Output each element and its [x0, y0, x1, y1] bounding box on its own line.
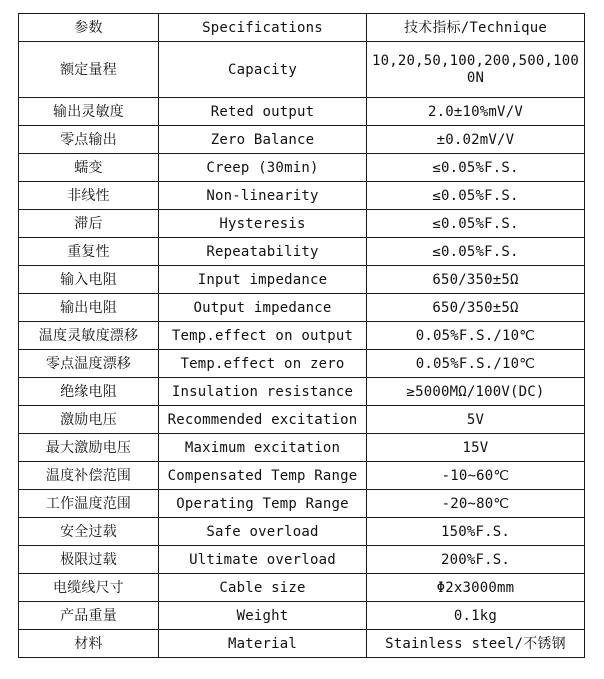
param-value: 650/350±5Ω: [367, 266, 585, 294]
table-row: [19, 210, 585, 238]
table-row: [19, 546, 585, 574]
table-row: [19, 462, 585, 490]
specifications-table: [18, 13, 585, 658]
param-cn: 额定量程: [19, 42, 159, 98]
param-value: 5V: [367, 406, 585, 434]
param-cn: 极限过载: [19, 546, 159, 574]
param-cn: 零点温度漂移: [19, 350, 159, 378]
table-row: [19, 490, 585, 518]
param-value: -20~80℃: [367, 490, 585, 518]
param-en: Input impedance: [159, 266, 367, 294]
table-row: [19, 602, 585, 630]
param-value: ≤0.05%F.S.: [367, 238, 585, 266]
param-value: ≤0.05%F.S.: [367, 154, 585, 182]
param-en: Insulation resistance: [159, 378, 367, 406]
table-row: [19, 42, 585, 98]
param-cn: 绝缘电阻: [19, 378, 159, 406]
table-row: [19, 350, 585, 378]
param-cn: 滞后: [19, 210, 159, 238]
param-value: Stainless steel/不锈钢: [367, 630, 585, 658]
table-row: [19, 98, 585, 126]
param-value: Φ2x3000mm: [367, 574, 585, 602]
table-row: [19, 574, 585, 602]
param-cn: 输出电阻: [19, 294, 159, 322]
param-en: Capacity: [159, 42, 367, 98]
param-value: 0.05%F.S./10℃: [367, 322, 585, 350]
table-row: [19, 322, 585, 350]
header-spec: Specifications: [159, 14, 367, 42]
param-value: 0.05%F.S./10℃: [367, 350, 585, 378]
table-row: [19, 266, 585, 294]
table-header-row: [19, 14, 585, 42]
param-value: 10,20,50,100,200,500,1000N: [367, 42, 585, 98]
param-cn: 材料: [19, 630, 159, 658]
param-cn: 重复性: [19, 238, 159, 266]
param-en: Safe overload: [159, 518, 367, 546]
table-row: [19, 378, 585, 406]
param-cn: 温度补偿范围: [19, 462, 159, 490]
param-en: Compensated Temp Range: [159, 462, 367, 490]
table-row: [19, 154, 585, 182]
table-row: [19, 518, 585, 546]
param-value: ≤0.05%F.S.: [367, 182, 585, 210]
param-cn: 安全过载: [19, 518, 159, 546]
header-param: 参数: [19, 14, 159, 42]
header-tech: 技术指标/Technique: [367, 14, 585, 42]
table-row: [19, 434, 585, 462]
param-value: 2.0±10%mV/V: [367, 98, 585, 126]
table-row: [19, 182, 585, 210]
param-cn: 工作温度范围: [19, 490, 159, 518]
param-cn: 零点输出: [19, 126, 159, 154]
param-cn: 最大激励电压: [19, 434, 159, 462]
param-cn: 蠕变: [19, 154, 159, 182]
param-cn: 输出灵敏度: [19, 98, 159, 126]
param-value: 200%F.S.: [367, 546, 585, 574]
param-en: Reted output: [159, 98, 367, 126]
param-en: Operating Temp Range: [159, 490, 367, 518]
param-value: ≤0.05%F.S.: [367, 210, 585, 238]
param-en: Temp.effect on zero: [159, 350, 367, 378]
table-row: [19, 406, 585, 434]
table-row: [19, 630, 585, 658]
param-en: Material: [159, 630, 367, 658]
param-en: Output impedance: [159, 294, 367, 322]
param-value: 15V: [367, 434, 585, 462]
param-cn: 温度灵敏度漂移: [19, 322, 159, 350]
param-en: Creep (30min): [159, 154, 367, 182]
param-en: Hysteresis: [159, 210, 367, 238]
param-en: Zero Balance: [159, 126, 367, 154]
param-cn: 输入电阻: [19, 266, 159, 294]
param-value: 150%F.S.: [367, 518, 585, 546]
param-en: Temp.effect on output: [159, 322, 367, 350]
param-en: Repeatability: [159, 238, 367, 266]
param-value: ±0.02mV/V: [367, 126, 585, 154]
table-row: [19, 294, 585, 322]
table-row: [19, 126, 585, 154]
table-row: [19, 238, 585, 266]
param-en: Recommended excitation: [159, 406, 367, 434]
param-value: 0.1kg: [367, 602, 585, 630]
param-cn: 激励电压: [19, 406, 159, 434]
param-cn: 非线性: [19, 182, 159, 210]
param-cn: 电缆线尺寸: [19, 574, 159, 602]
param-en: Cable size: [159, 574, 367, 602]
param-en: Maximum excitation: [159, 434, 367, 462]
param-cn: 产品重量: [19, 602, 159, 630]
param-value: 650/350±5Ω: [367, 294, 585, 322]
param-value: ≥5000MΩ/100V(DC): [367, 378, 585, 406]
param-en: Ultimate overload: [159, 546, 367, 574]
param-en: Weight: [159, 602, 367, 630]
param-value: -10~60℃: [367, 462, 585, 490]
param-en: Non-linearity: [159, 182, 367, 210]
